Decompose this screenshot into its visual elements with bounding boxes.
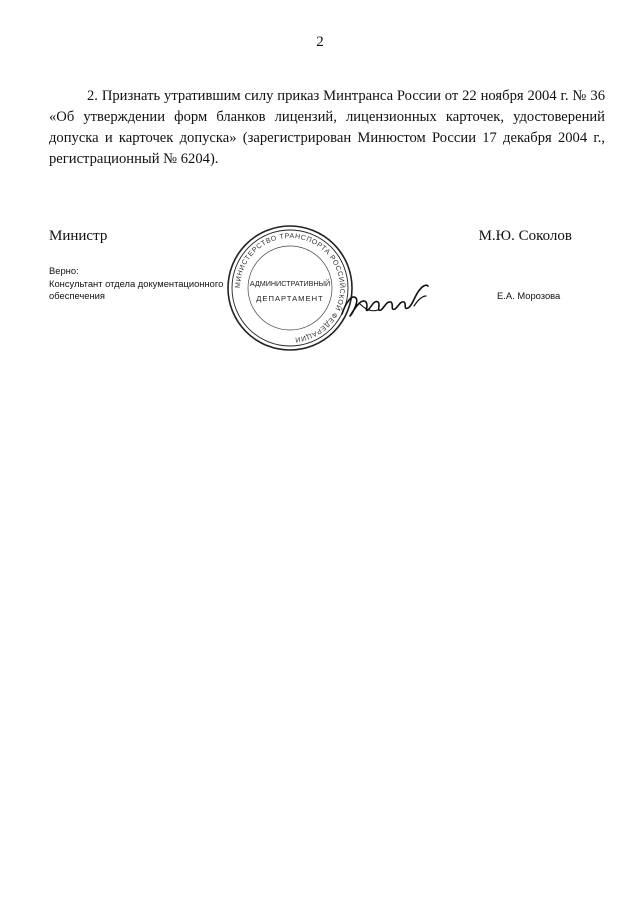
page-number: 2: [316, 34, 324, 50]
handwritten-signature-icon: [336, 280, 436, 324]
stamp-center-line1: АДМИНИСТРАТИВНЫЙ: [249, 279, 331, 288]
certification-position-line1: Консультант отдела документационного: [49, 278, 224, 289]
stamp-ring-text: МИНИСТЕРСТВО ТРАНСПОРТА РОССИЙСКОЙ ФЕДЕРАЦИИ: [234, 232, 346, 343]
body-paragraph: 2. Признать утратившим силу приказ Минтранса России от 22 ноября 2004 г. № 36 «Об утверждении форм бланков лицензий, лицензионных карточек, удостоверений допуска и карточек допуска» (зарегистрирован Минюстом России 17 декабря 2004 г., регистрационный № 6204).: [49, 88, 605, 167]
signatory-name: М.Ю. Соколов: [478, 228, 572, 244]
stamp-center-line2: ДЕПАРТАМЕНТ: [256, 294, 324, 303]
certification-position: [49, 278, 249, 302]
certification-position-line2: обеспечения: [49, 290, 105, 301]
certification-name: Е.А. Морозова: [497, 290, 561, 301]
certification-verno: Верно:: [49, 265, 79, 276]
signatory-title: Министр: [49, 228, 108, 244]
official-stamp-icon: [226, 224, 354, 352]
